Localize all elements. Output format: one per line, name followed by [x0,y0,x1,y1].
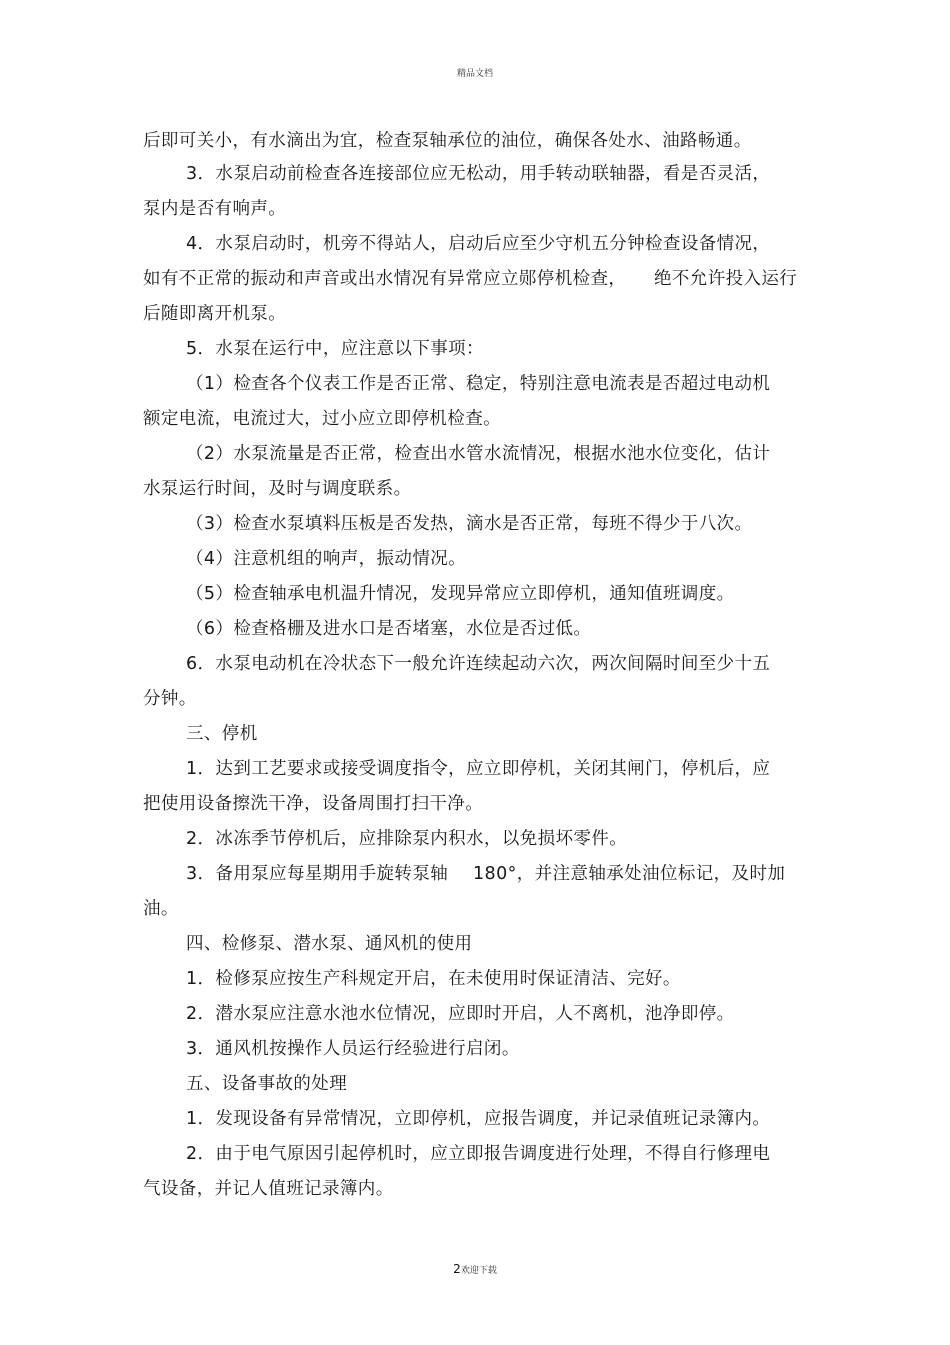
paragraph-line: 2．由于电气原因引起停机时，应立即报告调度进行处理，不得自行修理电 [186,1144,771,1164]
paragraph-line: 5．水泵在运行中，应注意以下事项： [186,339,484,359]
page-number: 2 [453,1262,461,1276]
paragraph-line: 2．潜水泵应注意水池水位情况，应即时开启，人不离机，池净即停。 [186,1004,735,1024]
paragraph-line: 分钟。 [143,689,197,709]
paragraph-line: 2．冰冻季节停机后，应排除泵内积水，以免损坏零件。 [186,829,628,849]
paragraph-line: 3．备用泵应每星期用手旋转泵轴 [186,864,449,884]
page-header: 精品文档 [456,69,493,79]
paragraph-line: （5）检查轴承电机温升情况，发现异常应立即停机，通知值班调度。 [186,584,735,604]
paragraph-line: 1．检修泵应按生产科规定开启，在未使用时保证清洁、完好。 [186,969,681,989]
paragraph-line: （2）水泵流量是否正常，检查出水管水流情况，根据水池水位变化，估计 [186,444,771,464]
paragraph-line: （1）检查各个仪表工作是否正常、稳定，特别注意电流表是否超过电动机 [186,374,771,394]
paragraph-line: 后即可关小，有水滴出为宜，检查泵轴承位的油位，确保各处水、油路畅通。 [143,131,752,151]
paragraph-line: 3．水泵启动前检查各连接部位应无松动，用手转动联轴器，看是否灵活， [186,164,771,184]
paragraph-line: 后随即离开机泵。 [143,304,287,324]
section-heading: 四、检修泵、潜水泵、通风机的使用 [186,934,473,954]
section-heading: 三、停机 [186,724,258,744]
footer-text: 欢迎下载 [460,1266,497,1276]
page-footer [0,1262,950,1276]
paragraph-line: （4）注意机组的响声，振动情况。 [186,549,467,569]
paragraph-line: 泵内是否有响声。 [143,199,287,219]
paragraph-line: 6．水泵电动机在冷状态下一般允许连续起动六次，两次间隔时间至少十五 [186,654,771,674]
section-heading: 五、设备事故的处理 [186,1074,348,1094]
paragraph-line: 180°，并注意轴承处油位标记，及时加 [473,864,786,884]
paragraph-line: 如有不正常的振动和声音或出水情况有异常应立郧停机检查， [143,269,627,289]
paragraph-line: 1．达到工艺要求或接受调度指令，应立即停机，关闭其闸门，停机后，应 [186,759,771,779]
paragraph-line: 4．水泵启动时，机旁不得站人，启动后应至少守机五分钟检查设备情况， [186,234,771,254]
paragraph-line: 把使用设备擦洗干净，设备周围打扫干净。 [143,794,484,814]
paragraph-line: 绝不允许投入运行 [654,269,798,289]
paragraph-line: 油。 [143,899,179,919]
paragraph-line: （3）检查水泵填料压板是否发热，滴水是否正常，每班不得少于八次。 [186,514,753,534]
paragraph-line: 水泵运行时间，及时与调度联系。 [143,479,412,499]
paragraph-line: 3．通风机按操作人员运行经验进行启闭。 [186,1039,520,1059]
paragraph-line: 气设备，并记人值班记录簿内。 [143,1179,394,1199]
paragraph-line: 1．发现设备有异常情况，立即停机，应报告调度，并记录值班记录簿内。 [186,1109,771,1129]
paragraph-line: 额定电流，电流过大，过小应立即停机检查。 [143,409,501,429]
paragraph-line: （6）检查格栅及进水口是否堵塞，水位是否过低。 [186,619,592,639]
